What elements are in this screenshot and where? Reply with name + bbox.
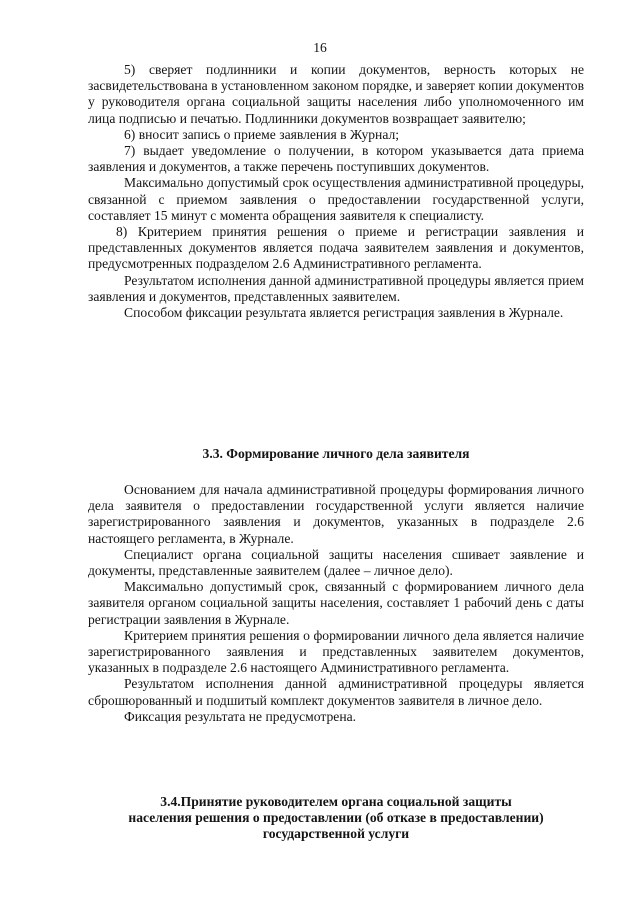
heading-line-2: населения решения о предоставлении (об отказе в предоставлении): [128, 810, 544, 826]
paragraph-item-5: 5) сверяет подлинники и копии документов, верность которых не засвидетельствована в установленном законом порядке, и заверяет копии документов у руководителя органа социальной защиты населения либо уполномоченного им лица подписью и печатью. Подлинники документов возвращает заявителю;: [88, 62, 584, 126]
paragraph-fixation: Способом фиксации результата является регистрация заявления в Журнале.: [124, 305, 564, 321]
section-3-3: [88, 482, 584, 725]
paragraph-specialist: Специалист органа социальной защиты населения сшивает заявление и документы, представленные заявителем (далее – личное дело).: [88, 546, 584, 579]
section-3-2-continuation: [88, 62, 584, 321]
paragraph-item-6: 6) вносит запись о приеме заявления в Журнал;: [124, 126, 400, 142]
paragraph-result: Результатом исполнения данной административной процедуры является прием заявления и документов, представленных заявителем.: [88, 272, 584, 304]
heading-line-1: 3.4.Принятие руководителем органа социальной защиты: [160, 794, 512, 809]
paragraph-max-term: Максимально допустимый срок, связанный с формированием личного дела заявителя органом социальной защиты населения, составляет 1 рабочий день с даты регистрации заявления в Журнале.: [88, 579, 584, 627]
paragraph-item-7: 7) выдает уведомление о получении, в котором указывается дата приема заявления и документов, а также перечень поступивших документов.: [88, 143, 584, 175]
page-number: 16: [313, 40, 327, 55]
paragraph-fixation: Фиксация результата не предусмотрена.: [124, 708, 357, 724]
section-heading-3-3: 3.3. Формирование личного дела заявителя: [202, 446, 470, 461]
paragraph-criterion: Критерием принятия решения о формировании личного дела является наличие зарегистрированного заявления и представленных заявителем документов, указанных в подразделе 2.6 настоящего Административного регламента.: [88, 627, 584, 676]
paragraph-result: Результатом исполнения данной административной процедуры является сброшюрованный и подшитый комплект документов заявителя в личное дело.: [88, 676, 584, 708]
paragraph-item-8: 8) Критерием принятия решения о приеме и регистрации заявления и представленных документов является подача заявителем заявления и документов, предусмотренных подразделом 2.6 Административного регламента.: [88, 224, 584, 272]
section-heading-3-4: [88, 794, 584, 843]
heading-line-3: государственной услуги: [262, 826, 410, 842]
paragraph-basis: Основанием для начала административной процедуры формирования личного дела заявителя о предоставлении государственной услуги является наличие зарегистрированного заявления и документов, указанных в подразделе 2.6 настоящего регламента, в Журнале.: [88, 482, 584, 546]
paragraph-max-term: Максимально допустимый срок осуществления административной процедуры, связанной с приемом заявления о предоставлении государственной услуги, составляет 15 минут с момента обращения заявителя к специалисту.: [88, 175, 584, 223]
